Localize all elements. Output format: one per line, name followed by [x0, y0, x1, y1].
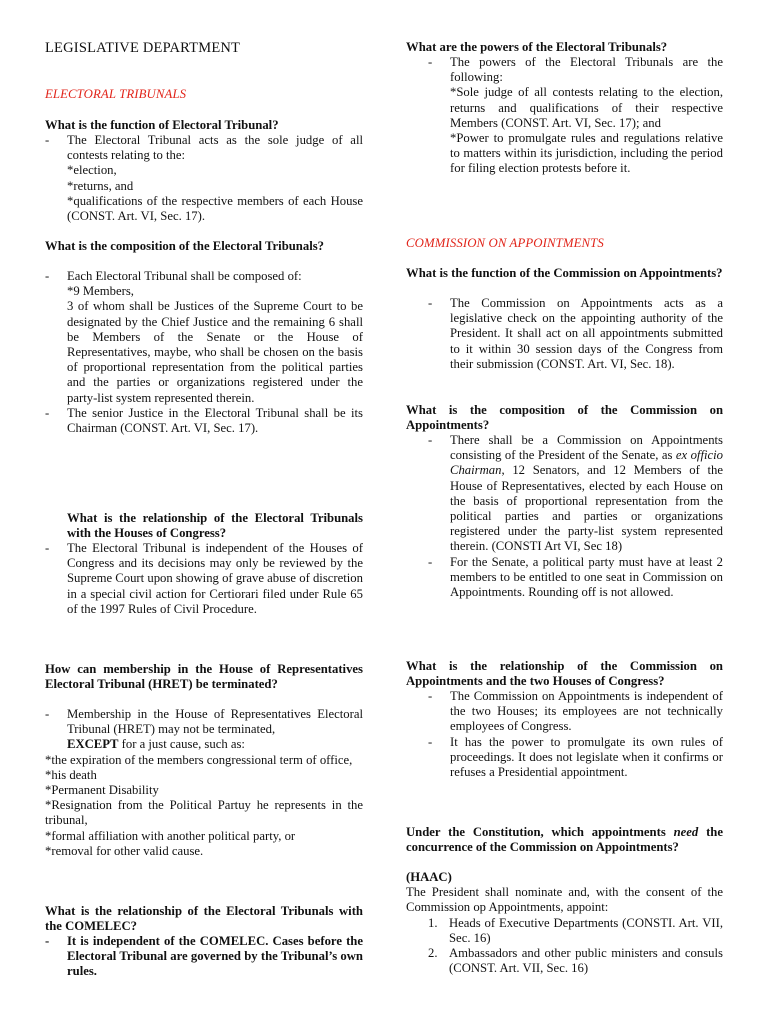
answer-text: *9 Members,	[67, 284, 134, 299]
answer-text: *Power to promulgate rules and regulations relative to matters within its jurisdiction, including the period for filing election protests before it.	[450, 131, 723, 176]
question-hret-termination: How can membership in the House of Representatives Electoral Tribunal (HRET) be terminated?	[45, 662, 363, 692]
list-item: *the expiration of the members congressional term of office,	[45, 752, 353, 767]
question-part: Under the Constitution, which appointments	[406, 825, 674, 839]
question-ca-relationship: What is the relationship of the Commission on Appointments and the two Houses of Congress?	[406, 659, 723, 689]
list-text: Heads of Executive Departments (CONSTI. Art. VII, Sec. 16)	[449, 915, 723, 945]
except-rest: for a just cause, such as:	[118, 737, 245, 752]
question-et-composition: What is the composition of the Electoral Tribunals?	[45, 239, 325, 253]
question-et-powers: What are the powers of the Electoral Tribunals?	[406, 40, 668, 54]
answer-text-part: There shall be a Commission on Appointments consisting of the President of the Senate, as	[450, 433, 723, 463]
list-number: 2.	[428, 946, 438, 961]
answer-text: - It is independent of the COMELEC. Cases before the Electoral Tribunal are governed by the Tribunal’s own rules.	[45, 934, 363, 980]
answer-text-part: , 12 Senators, and 12 Members of the House of Representatives, elected by each House on the basis of proportional representation from the political parties and parties or organizations registered under the party-list system represented therein. (CONSTI Art VI, Sec 18)	[450, 463, 723, 554]
answer-text: - The Commission on Appointments acts as a legislative check on the appointing authority of the President. It shall act on all appointments submitted to it within 30 session days of the Congress from their submission (CONST. Art. VI, Sec. 18).	[428, 296, 723, 372]
appointment-list	[406, 916, 723, 977]
answer-text: - Each Electoral Tribunal shall be composed of:	[45, 269, 363, 284]
page-title: LEGISLATIVE DEPARTMENT	[45, 40, 241, 56]
question-et-comelec: What is the relationship of the Electoral Tribunals with the COMELEC?	[45, 904, 363, 934]
answer-text: *Sole judge of all contests relating to the election, returns and qualifications of their respective Members (CONST. Art. VI, Sec. 17); and	[450, 85, 723, 130]
answer-et-comelec	[45, 934, 363, 980]
question-ca-appointments	[406, 825, 723, 855]
answer-text: - The powers of the Electoral Tribunals are the following:	[428, 55, 723, 85]
answer-text: - Membership in the House of Representatives Electoral Tribunal (HRET) may not be terminated,	[45, 707, 363, 737]
answer-hret-termination	[45, 707, 363, 859]
answer-text: - The Electoral Tribunal acts as the sole judge of all contests relating to the:	[45, 133, 363, 163]
except-word: EXCEPT	[67, 737, 119, 752]
answer-text: The President shall nominate and, with the consent of the Commission op Appointments, appoint:	[406, 885, 723, 915]
list-item: *qualifications of the respective members of each House (CONST. Art. VI, Sec. 17).	[67, 193, 363, 224]
list-number: 1.	[428, 915, 438, 930]
answer-et-powers	[428, 55, 723, 177]
answer-et-function	[45, 133, 363, 224]
list-item: *Permanent Disability	[45, 783, 159, 798]
section-heading-electoral-tribunals: ELECTORAL TRIBUNALS	[45, 87, 187, 101]
answer-ca-function	[428, 296, 723, 372]
question-ca-composition: What is the composition of the Commission on Appointments?	[406, 403, 723, 433]
answer-et-congress	[45, 541, 363, 617]
question-ca-function: What is the function of the Commission on Appointments?	[406, 266, 723, 280]
list-item: *removal for other valid cause.	[45, 843, 204, 858]
answer-et-composition	[45, 269, 363, 436]
list-item	[428, 946, 723, 976]
question-et-function: What is the function of Electoral Tribunal?	[45, 118, 279, 132]
question-part: the concurrence of the Commission on Appointments?	[406, 825, 723, 855]
answer-text	[428, 433, 723, 555]
answer-ca-composition	[428, 433, 723, 600]
list-item: *returns, and	[67, 178, 134, 193]
list-item	[428, 916, 723, 946]
section-heading-commission-on-appointments: COMMISSION ON APPOINTMENTS	[406, 236, 604, 250]
answer-text: - The Electoral Tribunal is independent of the Houses of Congress and its decisions may only be reviewed by the Supreme Court upon showing of grave abuse of discretion in a special civil action for Certiorari filed under Rule 65 of the 1997 Rules of Civil Procedure.	[45, 541, 363, 617]
answer-ca-relationship	[428, 689, 723, 780]
answer-ca-appointments	[406, 870, 723, 976]
list-text: Ambassadors and other public ministers and consuls (CONST. Art. VII, Sec. 16)	[449, 946, 723, 976]
answer-text-italic: ex officio Chairman	[450, 448, 723, 478]
answer-text: - The senior Justice in the Electoral Tribunal shall be its Chairman (CONST. Art. VI, Sec. 17).	[45, 406, 363, 436]
answer-text: - For the Senate, a political party must have at least 2 members to be entitled to one seat in Commission on Appointments. Rounding off is not allowed.	[428, 555, 723, 601]
except-clause	[45, 737, 363, 752]
answer-text: - It has the power to promulgate its own rules of proceedings. It does not legislate when it confirms or refuses a Presidential appointment.	[428, 735, 723, 781]
answer-text: - The Commission on Appointments is independent of the two Houses; its employees are not technically employees of Congress.	[428, 689, 723, 735]
question-et-congress: What is the relationship of the Electoral Tribunals with the Houses of Congress?	[67, 511, 363, 541]
haac-label: (HAAC)	[406, 870, 452, 884]
list-item: *election,	[67, 163, 117, 178]
list-item: *his death	[45, 767, 97, 782]
answer-text: 3 of whom shall be Justices of the Supreme Court to be designated by the Chief Justice and the remaining 6 shall be Members of the Senate or the House of Representatives, maybe, who shall be chosen on the basis of proportional representation from the political parties and the parties or organizations registered under the party-list system represented therein.	[67, 299, 363, 405]
list-item: *formal affiliation with another political party, or	[45, 828, 296, 843]
list-item: *Resignation from the Political Partuy he represents in the tribunal,	[45, 798, 363, 828]
question-italic: need	[673, 825, 699, 839]
